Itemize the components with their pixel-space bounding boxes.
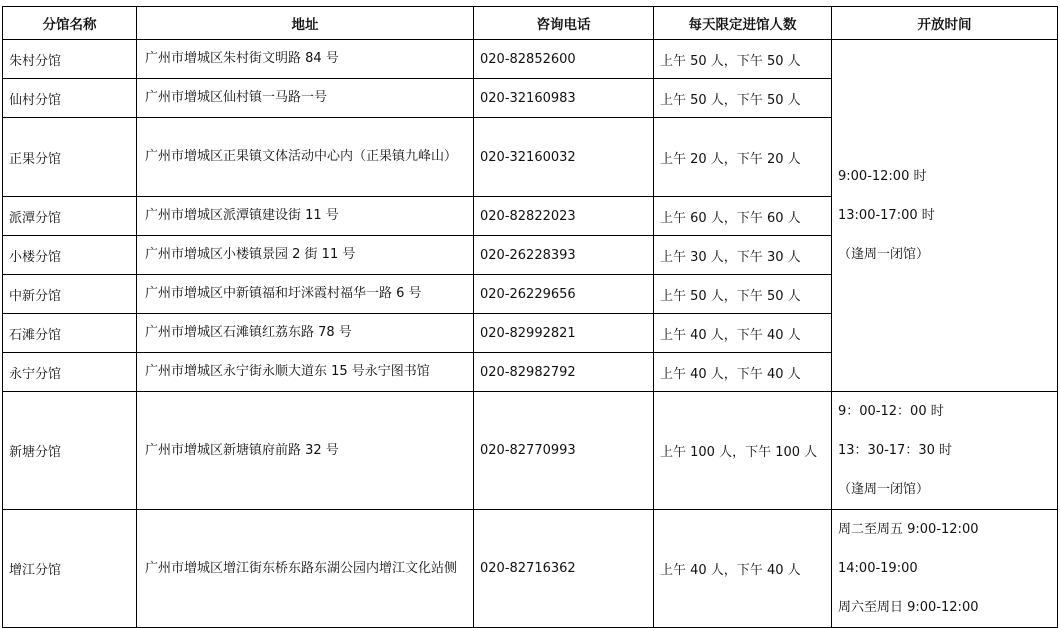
hours-line: 14:00-19:00 [838, 561, 918, 576]
branch-phone: 020-32160983 [474, 79, 654, 118]
branch-name: 新塘分馆 [3, 392, 137, 510]
branch-name: 仙村分馆 [3, 79, 137, 118]
branch-limit: 上午 40 人，下午 40 人 [654, 510, 832, 628]
branch-address: 广州市增城区派潭镇建设街 11 号 [137, 197, 474, 236]
branch-name: 朱村分馆 [3, 40, 137, 79]
header-daily-limit: 每天限定进馆人数 [654, 7, 832, 40]
branch-address: 广州市增城区小楼镇景园 2 街 11 号 [137, 236, 474, 275]
header-address: 地址 [137, 7, 474, 40]
hours-line: 13:00-17:00 时 [838, 208, 935, 223]
branch-name: 派潭分馆 [3, 197, 137, 236]
branch-name: 中新分馆 [3, 275, 137, 314]
branch-limit: 上午 40 人，下午 40 人 [654, 353, 832, 392]
header-phone: 咨询电话 [474, 7, 654, 40]
branch-phone: 020-82992821 [474, 314, 654, 353]
branch-limit: 上午 20 人，下午 20 人 [654, 118, 832, 197]
branch-name: 永宁分馆 [3, 353, 137, 392]
header-open-hours: 开放时间 [832, 7, 1058, 40]
branch-name: 石滩分馆 [3, 314, 137, 353]
branch-phone: 020-26228393 [474, 236, 654, 275]
hours-line: （逢周一闭馆） [838, 482, 930, 497]
branch-table [2, 6, 1058, 628]
header-branch-name: 分馆名称 [3, 7, 137, 40]
branch-limit: 上午 40 人，下午 40 人 [654, 314, 832, 353]
table-row [3, 40, 1058, 79]
branch-address: 广州市增城区中新镇福和圩洣霞村福华一路 6 号 [137, 275, 474, 314]
branch-phone: 020-82770993 [474, 392, 654, 510]
branch-address: 广州市增城区永宁街永顺大道东 15 号永宁图书馆 [137, 353, 474, 392]
branch-phone: 020-26229656 [474, 275, 654, 314]
branch-phone: 020-82822023 [474, 197, 654, 236]
branch-address: 广州市增城区仙村镇一马路一号 [137, 79, 474, 118]
branch-address: 广州市增城区增江街东桥东路东湖公园内增江文化站侧 [137, 510, 474, 628]
branch-name: 小楼分馆 [3, 236, 137, 275]
branch-limit: 上午 100 人，下午 100 人 [654, 392, 832, 510]
branch-limit: 上午 50 人，下午 50 人 [654, 40, 832, 79]
table-row [3, 510, 1058, 628]
hours-line: （逢周一闭馆） [838, 247, 930, 262]
branch-limit: 上午 50 人，下午 50 人 [654, 275, 832, 314]
branch-name: 增江分馆 [3, 510, 137, 628]
hours-line: 9:00-12:00 时 [838, 169, 927, 184]
hours-line: 周六至周日 9:00-12:00 [838, 600, 979, 615]
open-hours-zengjiang [832, 510, 1058, 628]
branch-phone: 020-82852600 [474, 40, 654, 79]
hours-line: 9：00-12：00 时 [838, 404, 944, 419]
branch-limit: 上午 30 人，下午 30 人 [654, 236, 832, 275]
branch-phone: 020-82716362 [474, 510, 654, 628]
header-row [3, 7, 1058, 40]
hours-line: 周二至周五 9:00-12:00 [838, 522, 979, 537]
open-hours-xintang [832, 392, 1058, 510]
hours-line: 13：30-17：30 时 [838, 443, 952, 458]
branch-address: 广州市增城区石滩镇红荔东路 78 号 [137, 314, 474, 353]
branch-phone: 020-82982792 [474, 353, 654, 392]
table-row [3, 392, 1058, 510]
branch-limit: 上午 50 人，下午 50 人 [654, 79, 832, 118]
branch-address: 广州市增城区朱村街文明路 84 号 [137, 40, 474, 79]
branch-address: 广州市增城区正果镇文体活动中心内（正果镇九峰山） [137, 118, 474, 197]
branch-phone: 020-32160032 [474, 118, 654, 197]
branch-name: 正果分馆 [3, 118, 137, 197]
branch-limit: 上午 60 人，下午 60 人 [654, 197, 832, 236]
open-hours-shared [832, 40, 1058, 392]
branch-address: 广州市增城区新塘镇府前路 32 号 [137, 392, 474, 510]
